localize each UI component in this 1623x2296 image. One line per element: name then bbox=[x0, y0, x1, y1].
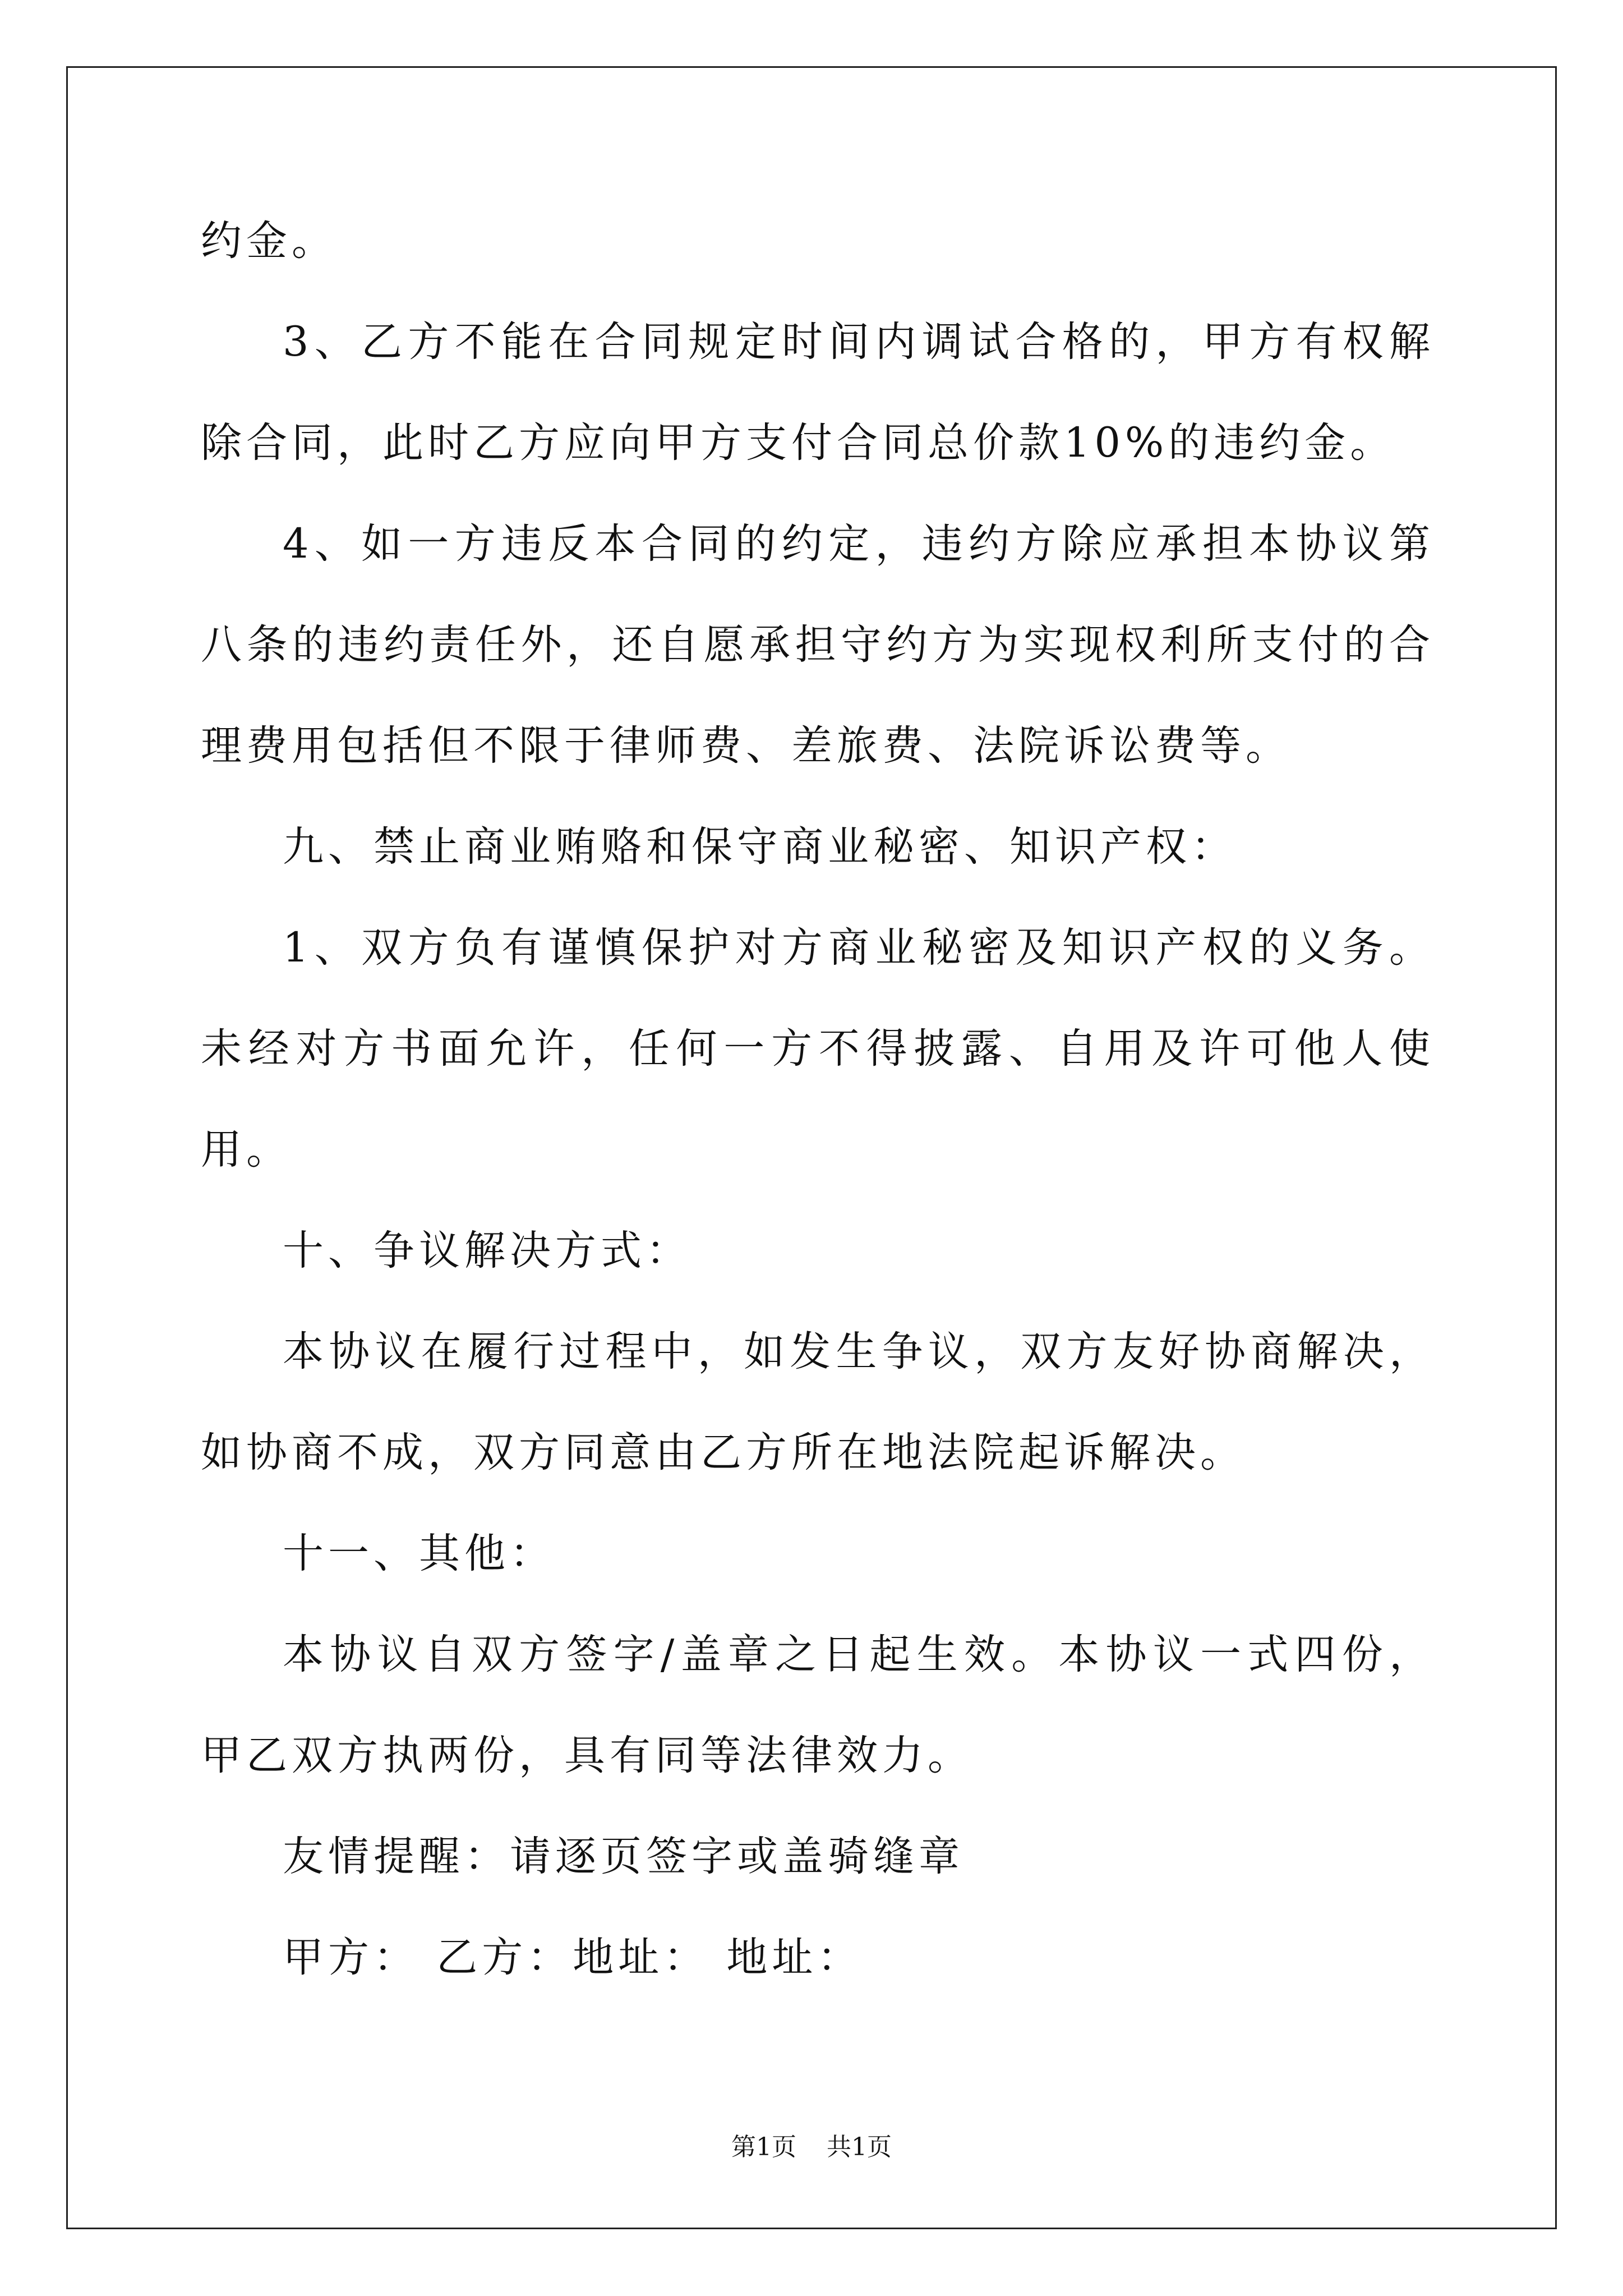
document-body bbox=[201, 191, 1435, 2008]
paragraph-clause-8-4: 4、如一方违反本合同的约定，违约方除应承担本协议第八条的违约责任外，还自愿承担守约方为实现权利所支付的合理费用包括但不限于律师费、差旅费、法院诉讼费等。 bbox=[201, 520, 1435, 770]
heading-section-11: 十一、其他： bbox=[283, 1530, 555, 1577]
heading-section-9: 九、禁止商业贿赂和保守商业秘密、知识产权： bbox=[283, 823, 1237, 871]
paragraph-penalty-continued: 约金。 bbox=[201, 217, 337, 265]
paragraph-signature-parties: 甲方： 乙方：地址： 地址： bbox=[283, 1934, 863, 1981]
paragraph-clause-8-3: 3、乙方不能在合同规定时间内调试合格的，甲方有权解除合同，此时乙方应向甲方支付合同总价款10%的违约金。 bbox=[201, 318, 1435, 467]
paragraph-clause-9-1: 1、双方负有谨慎保护对方商业秘密及知识产权的义务。未经对方书面允许，任何一方不得披露、自用及许可他人使用。 bbox=[201, 924, 1435, 1174]
page-number-total: 共1页 bbox=[827, 2133, 892, 2161]
paragraph-effectiveness: 本协议自双方签字/盖章之日起生效。本协议一式四份，甲乙双方执两份，具有同等法律效力。 bbox=[201, 1631, 1435, 1779]
heading-section-10: 十、争议解决方式： bbox=[283, 1227, 691, 1274]
page-number-current: 第1页 bbox=[731, 2133, 796, 2161]
paragraph-reminder: 友情提醒：请逐页签字或盖骑缝章 bbox=[283, 1833, 964, 1880]
paragraph-dispute-resolution: 本协议在履行过程中，如发生争议，双方友好协商解决，如协商不成，双方同意由乙方所在地法院起诉解决。 bbox=[201, 1328, 1435, 1476]
page-footer bbox=[0, 2131, 1623, 2164]
